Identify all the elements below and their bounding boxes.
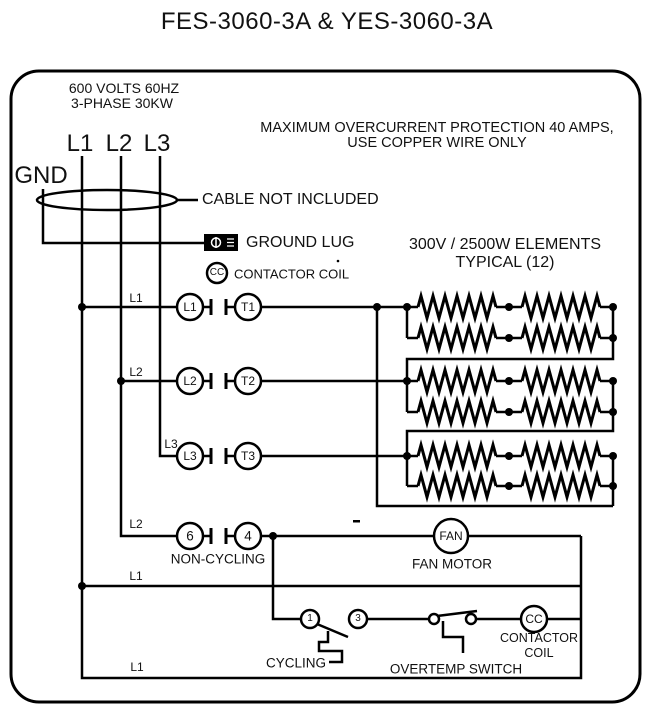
elements-note-line1: 300V / 2500W ELEMENTS <box>408 236 602 253</box>
wire-l2-run <box>121 156 177 536</box>
ground-lug-label: GROUND LUG <box>246 234 355 251</box>
heater-elements <box>418 296 600 497</box>
pole1-out-terminal: T1 <box>240 300 256 314</box>
cable-ellipse <box>37 190 198 210</box>
cable-note: CABLE NOT INCLUDED <box>202 191 379 208</box>
cycling-terminal-3: 3 <box>355 613 361 624</box>
wire-tag-l2: L2 <box>129 365 143 379</box>
phase-label-l2: L2 <box>105 130 133 157</box>
noncycling-terminal-4: 4 <box>244 528 252 544</box>
cycling-label: CYCLING <box>265 655 327 671</box>
overcurrent-note-line1: MAXIMUM OVERCURRENT PROTECTION 40 AMPS, <box>260 119 614 136</box>
page-title: FES-3060-3A & YES-3060-3A <box>160 8 494 35</box>
contactor-label-line1: CONTACTOR <box>499 630 579 645</box>
print-artifact <box>337 260 360 523</box>
ground-lug-icon <box>204 234 238 251</box>
overcurrent-note-line2: USE COPPER WIRE ONLY <box>347 134 527 151</box>
contactor-label-line2: COIL <box>524 645 554 660</box>
contactor-coil-symbol: CC <box>525 612 543 626</box>
overtemp-switch-label: OVERTEMP SWITCH <box>389 661 523 677</box>
pole3-in-terminal: L3 <box>183 449 197 463</box>
wire-tag-l1-fan: L1 <box>129 569 143 583</box>
contact-symbols <box>211 299 226 544</box>
wire-tag-l1: L1 <box>129 291 143 305</box>
wire-tag-l3: L3 <box>164 437 178 451</box>
pole2-out-terminal: T2 <box>240 374 256 388</box>
cycling-terminal-1: 1 <box>307 613 313 624</box>
phase-label-l3: L3 <box>143 130 171 157</box>
noncycling-label: NON-CYCLING <box>170 551 266 567</box>
wire-tag-l1-bottom: L1 <box>130 660 144 674</box>
wire-tag-l2-noncycling: L2 <box>129 517 143 531</box>
fan-symbol: FAN <box>439 529 463 543</box>
pole1-in-terminal: L1 <box>183 300 197 314</box>
wire-ground <box>43 189 204 243</box>
elements-note-line2: TYPICAL (12) <box>455 254 555 271</box>
supply-note-line2: 3-PHASE 30KW <box>71 95 173 111</box>
cc-legend-symbol: CC <box>209 267 225 278</box>
ground-label: GND <box>14 162 68 189</box>
contactor-coil-legend-label: CONTACTOR COIL <box>234 266 350 282</box>
phase-label-l1: L1 <box>66 130 94 157</box>
pole2-in-terminal: L2 <box>183 374 197 388</box>
fan-motor-label: FAN MOTOR <box>411 556 493 572</box>
pole3-out-terminal: T3 <box>240 449 256 463</box>
supply-note-line1: 600 VOLTS 60HZ <box>68 80 180 96</box>
noncycling-terminal-6: 6 <box>186 528 194 544</box>
